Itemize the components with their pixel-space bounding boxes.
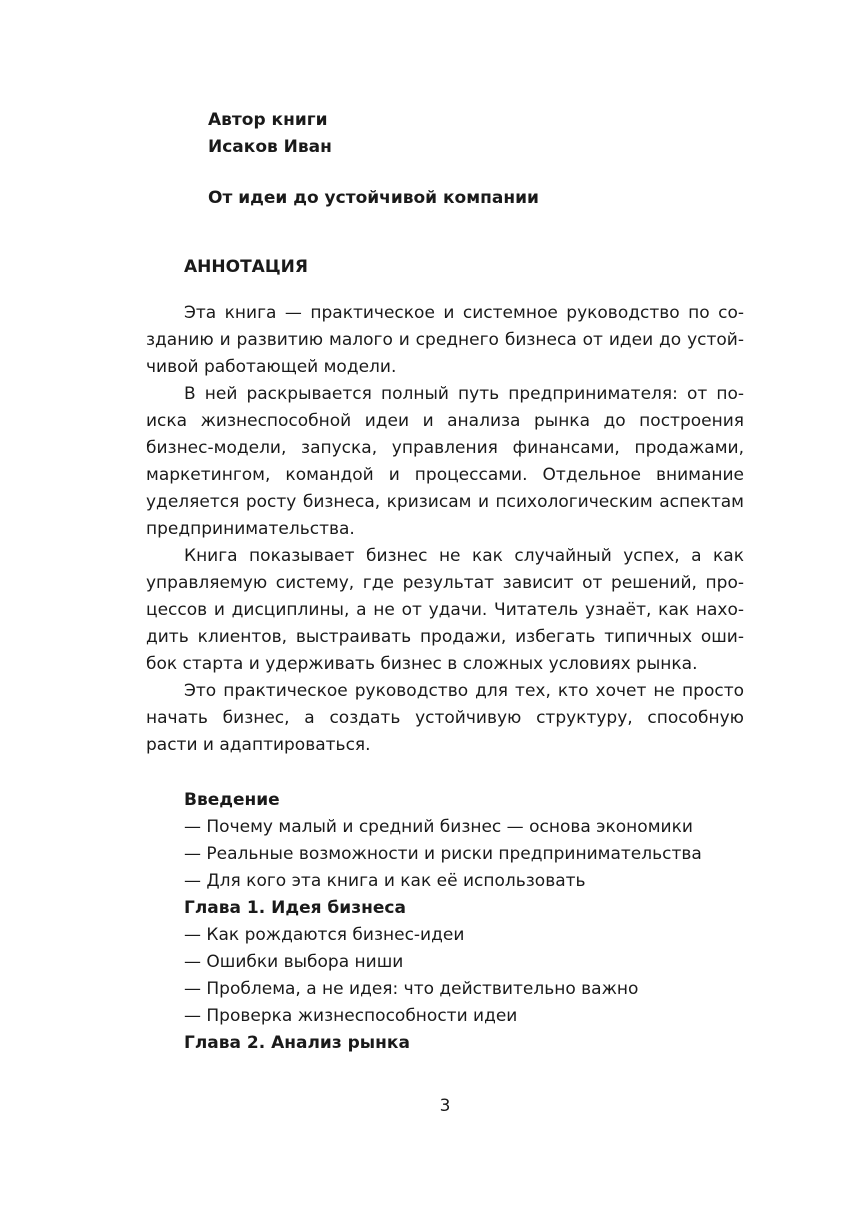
toc-item: — Проверка жизнеспособности идеи	[184, 1006, 518, 1026]
annotation-paragraph: В ней раскрывается полный путь предпринимателя: от поиска жизнеспособной идеи и анализа рынка до построения бизнес-модели, запуска, управления финансами, продажами, маркетингом, командой и процессами. Отдельное внимание уделяется росту бизнеса, кризисам и психологическим аспектам предпринимательства.	[146, 384, 744, 539]
annotation-paragraph: Книга показывает бизнес не как случайный успех, а как управляемую систему, где результат зависит от решений, процессов и дисциплины, а не от удачи. Читатель узнаёт, как находить клиентов, выстраивать продажи, избегать типичных ошибок старта и удерживать бизнес в сложных условиях рынка.	[146, 546, 744, 674]
toc-item: — Проблема, а не идея: что действительно важно	[184, 979, 639, 999]
toc-item: — Ошибки выбора ниши	[184, 952, 404, 972]
book-title: От идеи до устойчивой компании	[208, 188, 539, 208]
annotation-paragraph: Эта книга — практическое и системное руководство по созданию и развитию малого и среднего бизнеса от идеи до устойчивой работающей модели.	[146, 303, 744, 377]
table-of-contents	[184, 787, 702, 1057]
author-name: Исаков Иван	[208, 137, 332, 157]
toc-item: — Реальные возможности и риски предпринимательства	[184, 844, 702, 864]
toc-chapter-heading: Глава 2. Анализ рынка	[184, 1033, 410, 1053]
toc-section-heading: Введение	[184, 790, 280, 810]
toc-item: — Как рождаются бизнес-идеи	[184, 925, 465, 945]
page-number: 3	[439, 1096, 451, 1116]
annotation-paragraph: Это практическое руководство для тех, кто хочет не просто начать бизнес, а создать устойчивую структуру, способную расти и адаптироваться.	[146, 681, 744, 755]
annotation-heading: АННОТАЦИЯ	[184, 257, 308, 277]
author-block	[208, 107, 332, 161]
toc-chapter-heading: Глава 1. Идея бизнеса	[184, 898, 406, 918]
toc-item: — Почему малый и средний бизнес — основа экономики	[184, 817, 693, 837]
annotation-body	[146, 300, 744, 759]
toc-item: — Для кого эта книга и как её использовать	[184, 871, 586, 891]
author-label: Автор книги	[208, 110, 328, 130]
